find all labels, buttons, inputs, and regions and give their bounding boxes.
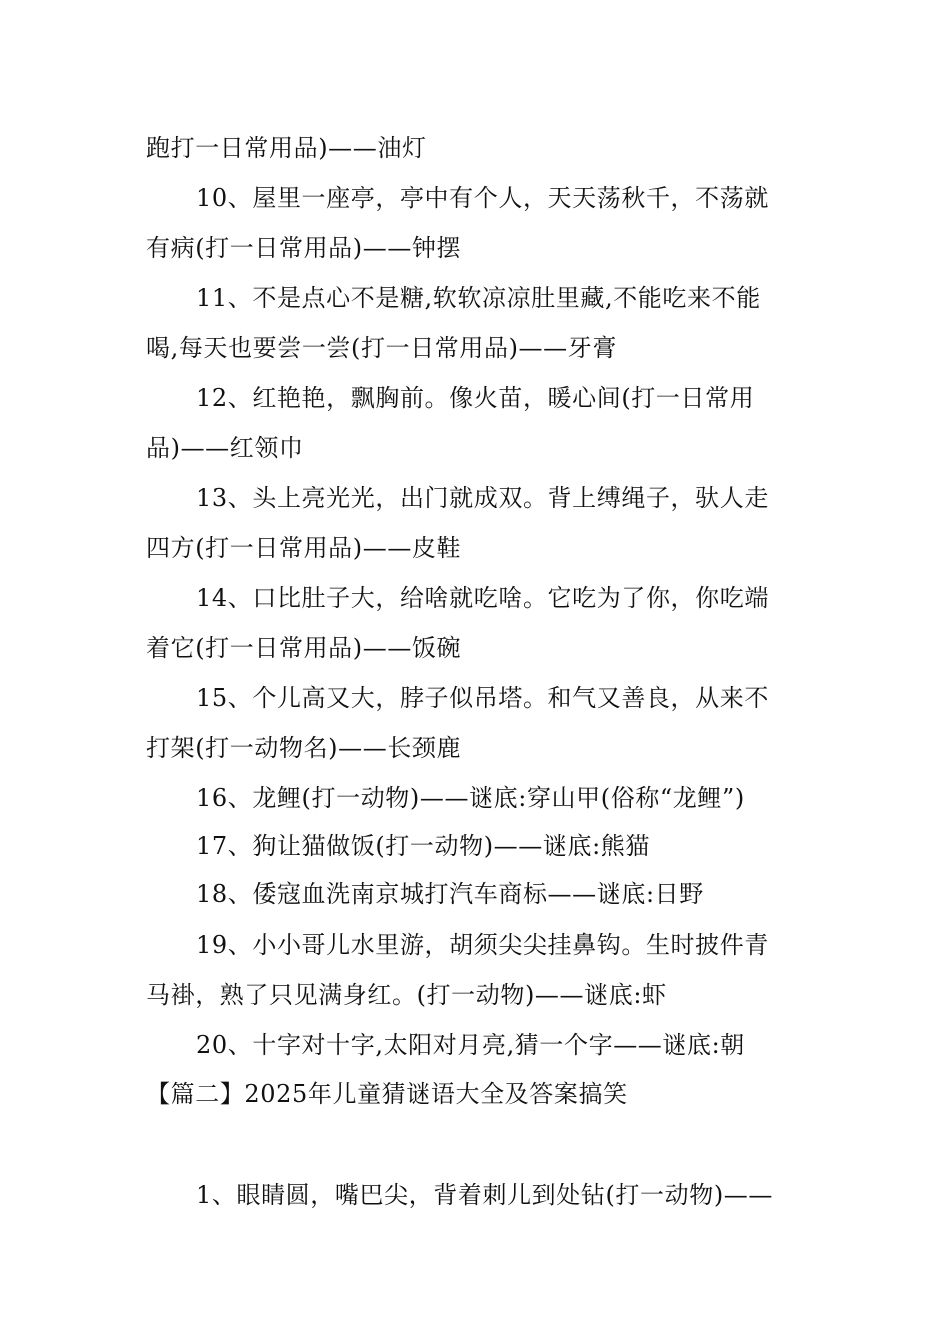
riddle-13: 13、头上亮光光，出门就成双。背上缚绳子，驮人走 [196, 484, 769, 512]
section-heading: 【篇二】2025年儿童猜谜语大全及答案搞笑 [146, 1080, 628, 1108]
riddle-12: 12、红艳艳，飘胸前。像火苗，暖心间(打一日常用 [196, 384, 755, 412]
riddle-1: 1、眼睛圆，嘴巴尖，背着刺儿到处钻(打一动物)—— [196, 1181, 773, 1209]
text-line: 有病(打一日常用品)——钟摆 [146, 234, 462, 262]
riddle-15: 15、个儿高又大，脖子似吊塔。和气又善良，从来不 [196, 684, 769, 712]
text-line: 马褂，熟了只见满身红。(打一动物)——谜底:虾 [146, 981, 667, 1009]
text-line: 喝,每天也要尝一尝(打一日常用品)——牙膏 [146, 334, 617, 362]
riddle-17: 17、狗让猫做饭(打一动物)——谜底:熊猫 [196, 832, 650, 860]
riddle-11: 11、不是点心不是糖,软软凉凉肚里藏,不能吃来不能 [196, 284, 761, 312]
text-line: 打架(打一动物名)——长颈鹿 [146, 734, 462, 762]
text-line: 着它(打一日常用品)——饭碗 [146, 634, 462, 662]
riddle-16: 16、龙鲤(打一动物)——谜底:穿山甲(俗称“龙鲤”) [196, 784, 745, 812]
riddle-10: 10、屋里一座亭，亭中有个人，天天荡秋千，不荡就 [196, 184, 769, 212]
text-line: 跑打一日常用品)——油灯 [146, 134, 427, 162]
riddle-20: 20、十字对十字,太阳对月亮,猜一个字——谜底:朝 [196, 1031, 745, 1059]
riddle-14: 14、口比肚子大，给啥就吃啥。它吃为了你，你吃端 [196, 584, 769, 612]
riddle-18: 18、倭寇血洗南京城打汽车商标——谜底:日野 [196, 880, 704, 908]
text-line: 品)——红领巾 [146, 434, 304, 462]
riddle-19: 19、小小哥儿水里游，胡须尖尖挂鼻钩。生时披件青 [196, 931, 769, 959]
text-line: 四方(打一日常用品)——皮鞋 [146, 534, 462, 562]
